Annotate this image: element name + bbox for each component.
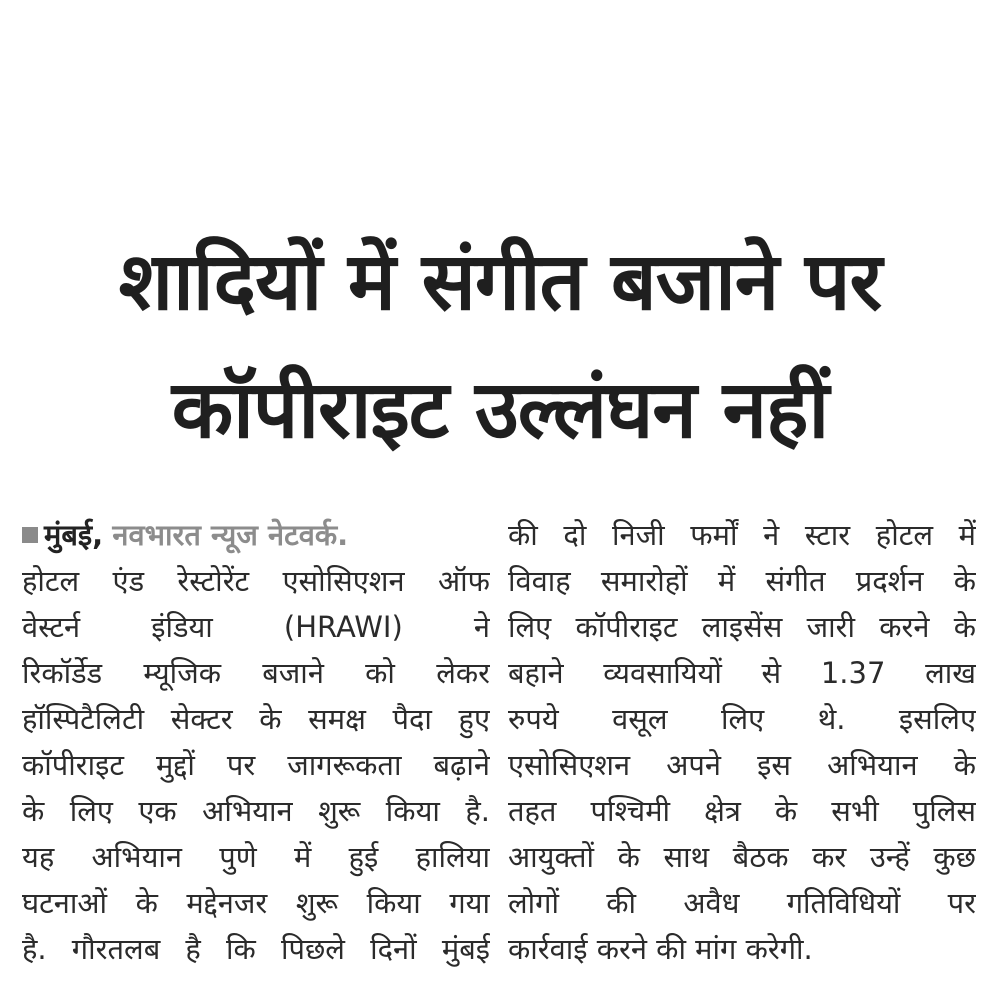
body-line: आयुक्तों के साथ बैठक कर उन्हें कुछ [508, 840, 976, 874]
body-line: के लिए एक अभियान शुरू किया है. [22, 794, 490, 828]
dateline [22, 512, 490, 558]
body-line: की दो निजी फर्मों ने स्टार होटल में [508, 518, 976, 552]
body-line: रुपये वसूल लिए थे. इसलिए [508, 702, 976, 736]
body-line: होटल एंड रेस्टोरेंट एसोसिएशन ऑफ [22, 564, 490, 598]
dateline-city: मुंबई, [44, 518, 104, 552]
body-line: रिकॉर्डेड म्यूजिक बजाने को लेकर [22, 656, 490, 690]
body-line: तहत पश्चिमी क्षेत्र के सभी पुलिस [508, 794, 976, 828]
article-column-left [22, 512, 490, 972]
dateline-source: नवभारत न्यूज नेटवर्क. [112, 518, 349, 552]
article-column-right [508, 512, 976, 972]
body-line: है. गौरतलब है कि पिछले दिनों मुंबई [22, 932, 490, 966]
body-line: कॉपीराइट मुद्दों पर जागरूकता बढ़ाने [22, 748, 490, 782]
square-bullet-icon [22, 527, 38, 543]
body-line: बहाने व्यवसायियों से 1.37 लाख [508, 656, 976, 690]
body-line: घटनाओं के मद्देनजर शुरू किया गया [22, 886, 490, 920]
body-line: लिए कॉपीराइट लाइसेंस जारी करने के [508, 610, 976, 644]
body-line: यह अभियान पुणे में हुई हालिया [22, 840, 490, 874]
headline-line-2: कॉपीराइट उल्लंघन नहीं [171, 363, 829, 456]
body-line: विवाह समारोहों में संगीत प्रदर्शन के [508, 564, 976, 598]
body-line: एसोसिएशन अपने इस अभियान के [508, 748, 976, 782]
headline-line-1: शादियों में संगीत बजाने पर [118, 235, 882, 328]
body-line: कार्रवाई करने की मांग करेगी. [508, 932, 813, 966]
body-line: लोगों की अवैध गतिविधियों पर [508, 886, 976, 920]
body-line: वेस्टर्न इंडिया (HRAWI) ने [22, 610, 490, 644]
body-line: हॉस्पिटैलिटी सेक्टर के समक्ष पैदा हुए [22, 702, 490, 736]
